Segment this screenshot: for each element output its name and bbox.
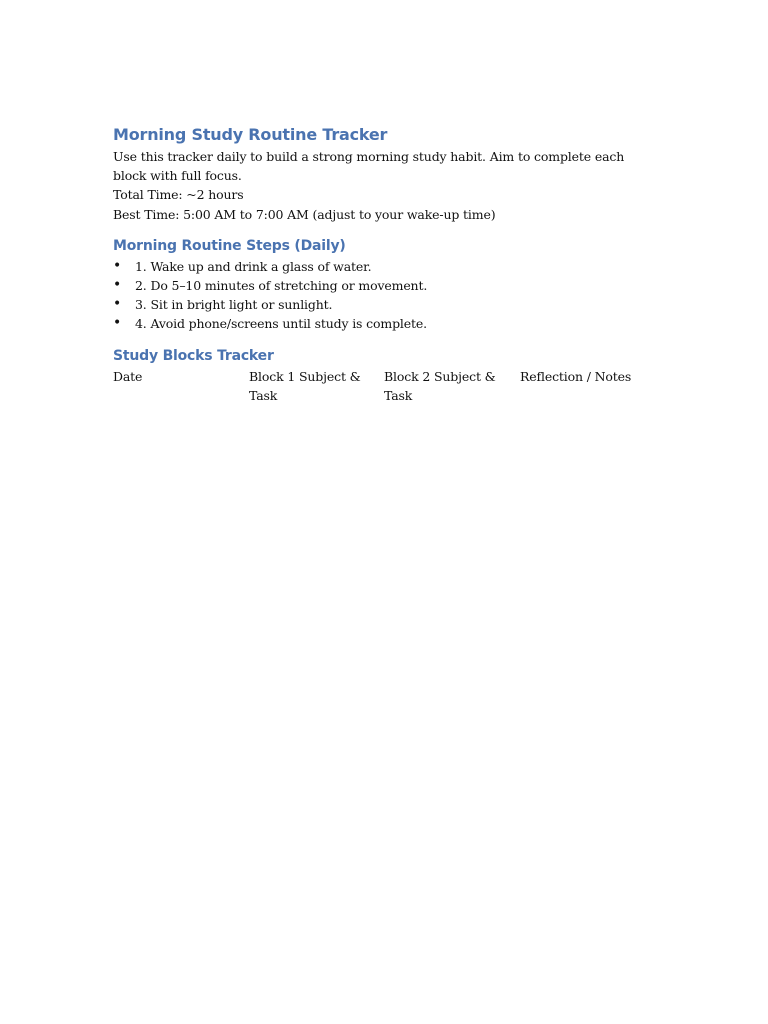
column-header-block-1: Block 1 Subject & Task — [249, 368, 361, 403]
tracker-heading: Study Blocks Tracker — [113, 347, 274, 364]
list-item-text: 3. Sit in bright light or sunlight. — [135, 297, 333, 313]
bullet-icon: • — [113, 277, 122, 294]
bullet-icon: • — [113, 296, 122, 313]
page-title: Morning Study Routine Tracker — [113, 125, 388, 144]
intro-text: Use this tracker daily to build a strong morning study habit. Aim to complete each block with full focus. — [113, 149, 625, 184]
list-item-text: 2. Do 5–10 minutes of stretching or movement. — [135, 278, 428, 294]
column-header-date: Date — [113, 368, 143, 384]
column-header-reflection: Reflection / Notes — [520, 368, 632, 384]
routine-list — [113, 257, 643, 334]
list-item — [113, 314, 643, 333]
spacer — [113, 224, 643, 236]
bullet-icon: • — [113, 315, 122, 332]
list-item-text: 1. Wake up and drink a glass of water. — [135, 258, 372, 274]
tracker-table — [113, 367, 653, 405]
list-item — [113, 276, 643, 295]
column-header-block-2: Block 2 Subject & Task — [384, 368, 496, 403]
bullet-icon: • — [113, 257, 122, 274]
spacer — [113, 334, 643, 346]
total-time-text: Total Time: ~2 hours — [113, 187, 244, 203]
document-page — [113, 124, 643, 405]
routine-heading: Morning Routine Steps (Daily) — [113, 237, 346, 254]
list-item — [113, 257, 643, 276]
table-header-row — [113, 367, 653, 405]
list-item — [113, 295, 643, 314]
best-time-text: Best Time: 5:00 AM to 7:00 AM (adjust to your wake-up time) — [113, 206, 496, 222]
list-item-text: 4. Avoid phone/screens until study is complete. — [135, 316, 427, 332]
